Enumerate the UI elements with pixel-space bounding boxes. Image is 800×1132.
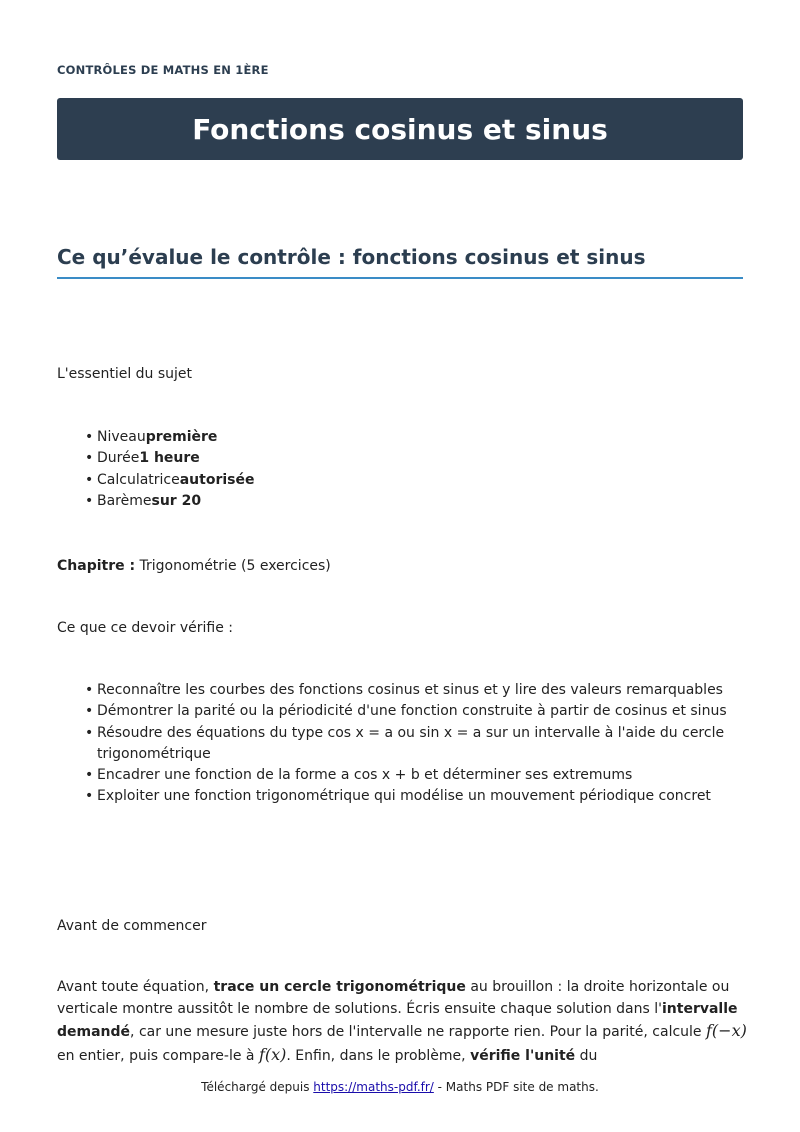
- math-f-minus-x: f(−x): [706, 1021, 747, 1040]
- essentials-list: [57, 427, 255, 512]
- list-item: • Démontrer la parité ou la périodicité d'une fonction construite à partir de cosinus et sinus: [97, 701, 757, 722]
- list-item: • Encadrer une fonction de la forme a cos x + b et déterminer ses extremums: [97, 765, 757, 786]
- list-item: • Calculatriceautorisée: [97, 470, 255, 491]
- footer-link[interactable]: https://maths-pdf.fr/: [313, 1080, 434, 1094]
- chapter-line: [57, 556, 331, 577]
- list-item: • Barèmesur 20: [97, 491, 255, 512]
- before-paragraph: Avant toute équation, trace un cercle trigonométrique au brouillon : la droite horizontale ou verticale montre aussitôt le nombre de solutions. Écris ensuite chaque solution dans l'intervalle demandé, car une mesure juste hors de l'intervalle ne rapporte rien. Pour la parité, calcule f(−x) en entier, puis compare-le à f(x). Enfin, dans le problème, vérifie l'unité du: [57, 979, 747, 1064]
- list-item: • Niveaupremière: [97, 427, 255, 448]
- page-title: Fonctions cosinus et sinus: [192, 112, 608, 146]
- footer: Téléchargé depuis https://maths-pdf.fr/ - Maths PDF site de maths.: [201, 1080, 599, 1094]
- header-kicker: CONTRÔLES DE MATHS EN 1ÈRE: [57, 63, 269, 77]
- list-item: • Exploiter une fonction trigonométrique qui modélise un mouvement périodique concret: [97, 786, 757, 807]
- checks-label: Ce que ce devoir vérifie :: [57, 620, 234, 636]
- list-item: • Reconnaître les courbes des fonctions cosinus et sinus et y lire des valeurs remarquables: [97, 680, 757, 701]
- checks-list: [57, 680, 757, 808]
- title-banner: [57, 98, 743, 160]
- list-item: • Résoudre des équations du type cos x = a ou sin x = a sur un intervalle à l'aide du cercle trigonométrique: [97, 723, 757, 766]
- chapter-value: Trigonométrie (5 exercices): [135, 558, 331, 574]
- section-heading: Ce qu’évalue le contrôle : fonctions cosinus et sinus: [57, 245, 743, 279]
- math-f-x: f(x): [258, 1044, 287, 1064]
- list-item: • Durée1 heure: [97, 448, 255, 469]
- chapter-label: Chapitre :: [57, 558, 136, 574]
- essentials-label: L'essentiel du sujet: [57, 366, 193, 382]
- before-label: Avant de commencer: [57, 918, 207, 934]
